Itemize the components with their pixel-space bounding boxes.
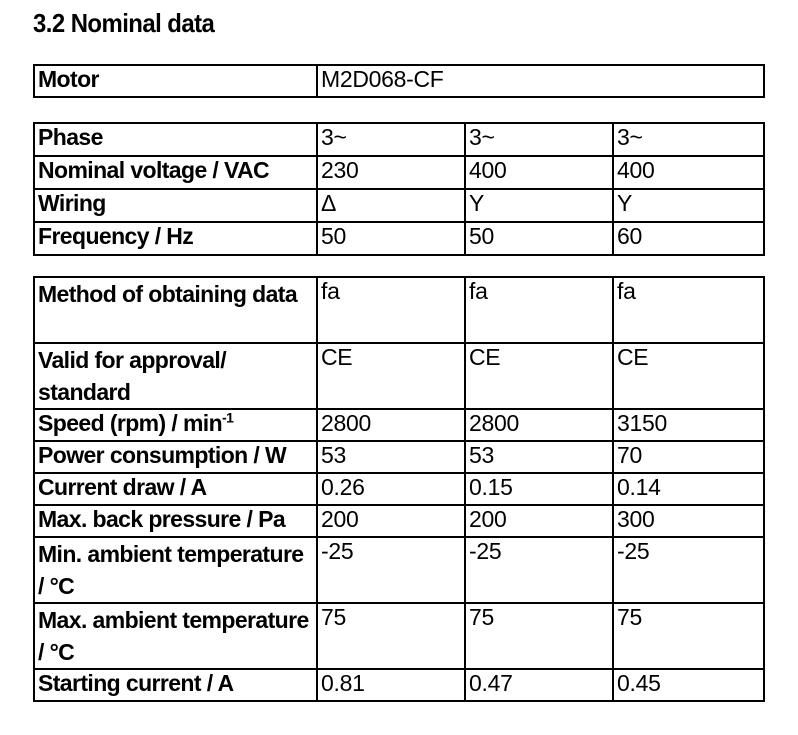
cell-value: 50 <box>317 222 465 255</box>
cell-value: 0.15 <box>465 473 613 505</box>
row-label: Min. ambient temperature / °C <box>34 537 317 603</box>
cell-value: 2800 <box>317 409 465 441</box>
motor-table <box>33 64 765 98</box>
row-label: Frequency / Hz <box>34 222 317 255</box>
row-label: Method of obtaining data <box>34 277 317 343</box>
row-label: Valid for approval/ standard <box>34 343 317 409</box>
cell-value: -25 <box>613 537 764 603</box>
table-row <box>34 343 764 409</box>
table-row <box>34 441 764 473</box>
cell-value: Y <box>465 189 613 222</box>
table-row <box>34 409 764 441</box>
row-label: Motor <box>34 65 317 97</box>
cell-value: 230 <box>317 156 465 189</box>
row-label: Wiring <box>34 189 317 222</box>
table-row <box>34 222 764 255</box>
cell-value: 60 <box>613 222 764 255</box>
cell-value: 200 <box>317 505 465 537</box>
row-label: Max. ambient temperature / °C <box>34 603 317 669</box>
cell-value: 3~ <box>317 123 465 156</box>
table-row <box>34 65 764 97</box>
cell-value: 3150 <box>613 409 764 441</box>
row-label: Power consumption / W <box>34 441 317 473</box>
section-heading: 3.2 Nominal data <box>33 8 215 38</box>
row-label: Phase <box>34 123 317 156</box>
cell-value: 300 <box>613 505 764 537</box>
cell-value: 0.47 <box>465 669 613 701</box>
cell-value: fa <box>613 277 764 343</box>
cell-value: 0.26 <box>317 473 465 505</box>
table-row <box>34 537 764 603</box>
cell-value: 3~ <box>465 123 613 156</box>
cell-value: 70 <box>613 441 764 473</box>
cell-value: 75 <box>317 603 465 669</box>
cell-value: 0.14 <box>613 473 764 505</box>
table-row <box>34 473 764 505</box>
electrical-table <box>33 122 765 256</box>
row-label: Current draw / A <box>34 473 317 505</box>
cell-value: 50 <box>465 222 613 255</box>
cell-value: CE <box>465 343 613 409</box>
table-row <box>34 156 764 189</box>
cell-value: fa <box>317 277 465 343</box>
cell-value: Y <box>613 189 764 222</box>
cell-value: -25 <box>465 537 613 603</box>
nominal-data-table <box>33 276 765 702</box>
cell-value: 200 <box>465 505 613 537</box>
row-label-text: Speed (rpm) / min <box>38 410 223 436</box>
table-row <box>34 603 764 669</box>
row-label: Max. back pressure / Pa <box>34 505 317 537</box>
row-label: Starting current / A <box>34 669 317 701</box>
table-row <box>34 277 764 343</box>
cell-value: 75 <box>465 603 613 669</box>
cell-value: 3~ <box>613 123 764 156</box>
cell-value: 0.81 <box>317 669 465 701</box>
cell-value: Δ <box>317 189 465 222</box>
table-row <box>34 505 764 537</box>
cell-value: 2800 <box>465 409 613 441</box>
cell-value: 53 <box>465 441 613 473</box>
table-row <box>34 189 764 222</box>
cell-value: 400 <box>613 156 764 189</box>
cell-value: -25 <box>317 537 465 603</box>
motor-value: M2D068-CF <box>317 65 764 97</box>
cell-value: CE <box>317 343 465 409</box>
row-label-superscript: -1 <box>222 409 234 426</box>
cell-value: CE <box>613 343 764 409</box>
cell-value: 0.45 <box>613 669 764 701</box>
cell-value: 400 <box>465 156 613 189</box>
cell-value: fa <box>465 277 613 343</box>
table-row <box>34 123 764 156</box>
cell-value: 75 <box>613 603 764 669</box>
row-label <box>34 409 317 441</box>
table-row <box>34 669 764 701</box>
row-label: Nominal voltage / VAC <box>34 156 317 189</box>
cell-value: 53 <box>317 441 465 473</box>
